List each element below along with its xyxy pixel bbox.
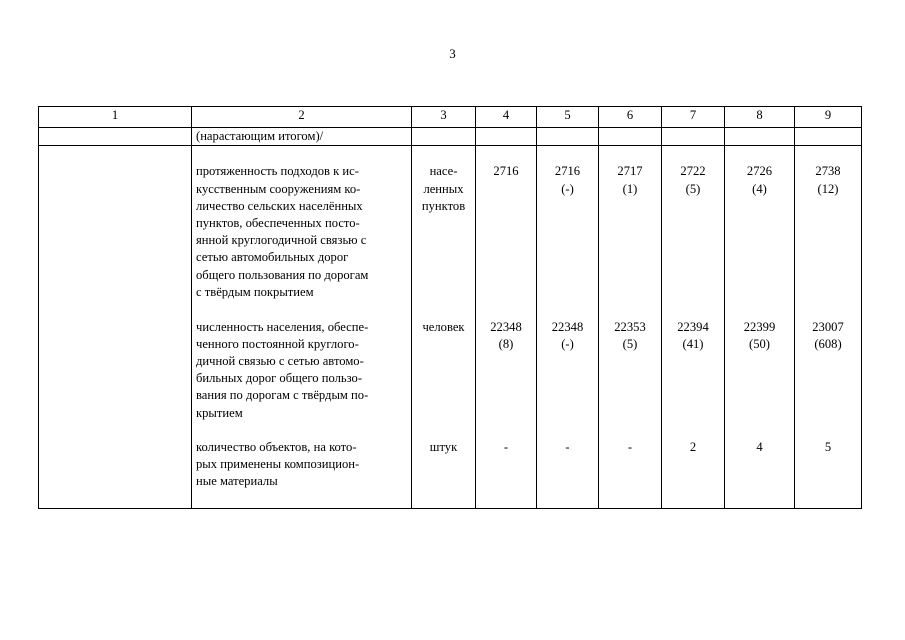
value-cell: 2: [689, 439, 697, 454]
continuation-text: (нарастающим итогом)/: [192, 128, 412, 146]
header-row: [39, 107, 862, 128]
unit-objects: штук: [429, 439, 458, 454]
value-cell: 2717 (1): [617, 164, 643, 196]
empty-cell: [39, 128, 192, 146]
indicator-desc-population: численность населения, обеспе- ченного постоянной круглого- дичной связью с сетью автомо- бильных дорог общего пользо- вания по дорогам с твёрдым по- крытием: [196, 319, 369, 420]
header-cell: 6: [599, 107, 662, 128]
unit-column: [412, 146, 476, 508]
page-number: 3: [449, 46, 456, 61]
data-table: [38, 106, 862, 509]
value-cell: 22399 (50): [743, 319, 776, 351]
empty-cell: [662, 128, 725, 146]
header-cell: 1: [39, 107, 192, 128]
body-row: [39, 146, 862, 508]
value-cell: 2716 (-): [554, 164, 581, 196]
value-cell: 5: [824, 439, 832, 454]
header-cell: 7: [662, 107, 725, 128]
empty-cell: [412, 128, 476, 146]
empty-cell: [725, 128, 795, 146]
unit-population: человек: [422, 319, 465, 334]
value-cell: 22348 (-): [551, 319, 584, 351]
unit-settlements: насе- ленных пунктов: [421, 164, 466, 213]
header-cell: 3: [412, 107, 476, 128]
empty-cell: [795, 128, 862, 146]
continuation-row: [39, 128, 862, 146]
empty-cell: [39, 146, 192, 508]
empty-cell: [476, 128, 537, 146]
value-cell: -: [503, 439, 509, 454]
indicator-desc-objects: количество объектов, на кото- рых применены композицион- ные материалы: [196, 439, 360, 489]
value-cell: 4: [756, 439, 763, 454]
header-cell: 2: [192, 107, 412, 128]
value-cell: 22353 (5): [614, 319, 646, 351]
values-col-8: [725, 146, 795, 508]
header-cell: 4: [476, 107, 537, 128]
empty-cell: [537, 128, 599, 146]
value-cell: -: [627, 439, 633, 454]
values-col-4: [476, 146, 537, 508]
indicator-descriptions: [192, 146, 412, 508]
value-cell: 2716: [493, 164, 519, 179]
header-cell: 5: [537, 107, 599, 128]
value-cell: 2722 (5): [680, 164, 706, 196]
value-cell: 22394 (41): [677, 319, 709, 351]
values-col-5: [537, 146, 599, 508]
header-cell: 8: [725, 107, 795, 128]
values-col-6: [599, 146, 662, 508]
value-cell: 22348 (8): [490, 319, 522, 351]
value-cell: 23007 (608): [812, 319, 844, 351]
values-col-9: [795, 146, 862, 508]
value-cell: 2738 (12): [815, 164, 841, 196]
value-cell: 2726 (4): [746, 164, 773, 196]
header-cell: 9: [795, 107, 862, 128]
value-cell: -: [565, 439, 570, 454]
values-col-7: [662, 146, 725, 508]
empty-cell: [599, 128, 662, 146]
indicator-desc-settlements: протяженность подходов к ис- кусственным сооружениям ко- личество сельских населённых пунктов, обеспеченных посто- янной круглогодичной связью с сетью автомобильных дорог общего пользования по дорогам с твёрдым покрытием: [196, 164, 369, 299]
